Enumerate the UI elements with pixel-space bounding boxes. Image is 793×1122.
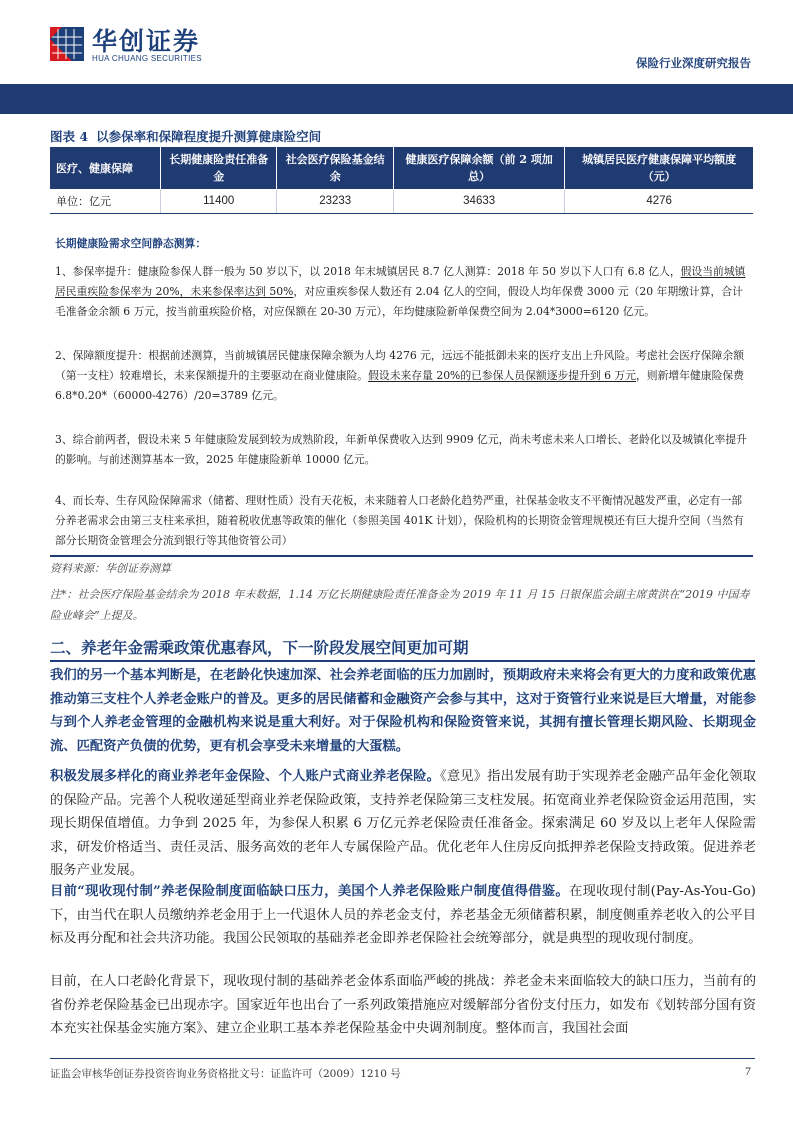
box-text: ，对应重疾参保人数还有 2.04 亿人的空间，假设人均年保费 3000 元（20 年期缴计算，合计毛准备金余额 6 万元，按当前重疾险价格，对应保额在 20-30 万元），年均健康险新单保费空间为 2.04*3000=6120 亿元。: [55, 285, 743, 318]
box-paragraph-1: [55, 262, 749, 322]
box-underlined-text: 假设未来存量 20%的已参保人员保额逐步提升到 6 万元: [368, 369, 637, 382]
table-header-row: [50, 147, 753, 189]
table-cell: 34633: [393, 189, 564, 214]
box-heading: 长期健康险需求空间静态测算：: [55, 237, 207, 250]
data-table: [50, 147, 753, 214]
table-cell: 11400: [161, 189, 277, 214]
analysis-box: [50, 210, 753, 557]
table-cell-unit: 单位：亿元: [50, 189, 161, 214]
figure-title: [50, 127, 321, 145]
header-bar: [0, 84, 793, 114]
paragraph-lead: 积极发展多样化的商业养老年金保险、个人账户式商业养老保险。: [50, 769, 441, 784]
table-header-cell: 健康医疗保障余额（前 2 项加总）: [393, 147, 564, 189]
body-paragraph-3: [50, 880, 756, 951]
table-cell: 4276: [565, 189, 753, 214]
box-text: ，则新增年健康险保费 6.8*0.20*（60000-4276）/20=3789 亿元。: [55, 369, 744, 402]
paragraph-lead: 目前“现收现付制”养老保险制度面临缺口压力，美国个人养老保险账户制度值得借鉴。: [50, 884, 569, 899]
figure-label: 图表 4: [50, 129, 89, 144]
table-header-cell: 医疗、健康保障: [50, 147, 161, 189]
section-divider: [50, 660, 755, 662]
table-cell: 23233: [277, 189, 394, 214]
table-header-cell: 长期健康险责任准备金: [161, 147, 277, 189]
page-number: 7: [745, 1064, 751, 1078]
footer-license: 证监会审核华创证券投资咨询业务资格批文号：证监许可（2009）1210 号: [50, 1068, 401, 1080]
report-type: 保险行业深度研究报告: [636, 56, 751, 70]
box-text: 2、保障额度提升：根据前述测算，当前城镇居民健康保障余额为人均 4276 元，远远不能抵御未来的医疗支出上升风险。考虑社会医疗保障余额（第一支柱）较难增长，未来保额提升的主要驱动在商业健康险。: [55, 349, 745, 382]
box-underlined-text: 假设当前城镇居民重疾险参保率为 20%，未来参保率达到 50%: [55, 265, 746, 298]
box-paragraph-3: 3、综合前两者，假设未来 5 年健康险发展到较为成熟阶段，年新单保费收入达到 9909 亿元，尚未考虑未来人口增长、老龄化以及城镇化率提升的影响。与前述测算基本一致，2025 年健康险新单 10000 亿元。: [55, 433, 747, 466]
box-paragraph-4: 4、而长寿、生存风险保障需求（储蓄、理财性质）没有天花板，未来随着人口老龄化趋势严重，社保基金收支不平衡情况越发严重，必定有一部分养老需求会由第三支柱来承担，随着税收优惠等政策的催化（参照美国 401K 计划），保险机构的长期资金管理规模还有巨大提升空间（当然有部分长期资金管理会分流到银行等其他资管公司）: [55, 494, 744, 547]
box-text: 1、参保率提升：健康险参保人群一般为 50 岁以下，以 2018 年末城镇居民 8.7 亿人测算：2018 年 50 岁以下人口有 6.8 亿人，: [55, 265, 681, 278]
figure-source: 资料来源：华创证券测算: [50, 562, 171, 575]
table-header-cell: 城镇居民医疗健康保障平均额度（元）: [565, 147, 753, 189]
footer-divider: [50, 1058, 755, 1059]
body-paragraph-2: [50, 765, 756, 883]
brand-name-english: HUA CHUANG SECURITIES: [92, 54, 202, 63]
body-paragraph-1: 我们的另一个基本判断是，在老龄化快速加深、社会养老面临的压力加剧时，预期政府未来将会有更大的力度和政策优惠推动第三支柱个人养老金账户的普及。更多的居民储蓄和金融资产会参与其中，这对于资管行业来说是巨大增量，对能参与到个人养老金管理的金融机构来说是重大利好。对于保险机构和保险资管来说，其拥有擅长管理长期风险、长期现金流、匹配资产负债的优势，更有机会享受未来增量的大蛋糕。: [50, 668, 756, 754]
brand-name: 华创证券: [92, 27, 201, 56]
paragraph-text: 《意见》指出发展有助于实现养老金融产品年金化领取的保险产品。完善个人税收递延型商业养老保险政策，支持养老保险第三支柱发展。拓宽商业养老保险资金运用范围，实现长期保值增值。力争到 2025 年，为参保人积累 6 万亿元养老保险责任准备金。探索满足 60 岁及以上老年人保险需求，研发价格适当、责任灵活、服务高效的老年人专属保险产品。优化老年人住房反向抵押养老保险支持政策。促进养老服务产业发展。: [50, 769, 757, 878]
table-header-cell: 社会医疗保险基金结余: [277, 147, 394, 189]
body-paragraph-4: 目前，在人口老龄化背景下，现收现付制的基础养老金体系面临严峻的挑战：养老金未来面临较大的缺口压力，当前有的省份养老保险基金已出现赤字。国家近年也出台了一系列政策措施应对缓解部分省份支付压力，如发布《划转部分国有资本充实社保基金实施方案》、建立企业职工基本养老保险基金中央调剂制度。整体而言，我国社会面: [50, 974, 756, 1036]
paragraph-text: 在现收现付制(Pay-As-You-Go)下，由当代在职人员缴纳养老金用于上一代退休人员的养老金支付，养老基金无须储蓄积累，制度侧重养老收入的公平目标及再分配和社会共济功能。我国公民领取的基础养老金即养老保险社会统筹部分，就是典型的现收现付制度。: [50, 884, 756, 946]
figure-note: 注*：社会医疗保险基金结余为 2018 年末数据，1.14 万亿长期健康险责任准备金为 2019 年 11 月 15 日银保监会副主席黄洪在“2019 中国寿险业峰会”上提及。: [50, 588, 750, 622]
box-paragraph-2: [55, 346, 749, 406]
section-title: 二、养老年金需乘政策优惠春风，下一阶段发展空间更加可期: [50, 639, 469, 657]
brand-logo-icon: [48, 25, 86, 63]
figure-caption: 以参保率和保障程度提升测算健康险空间: [96, 129, 322, 144]
